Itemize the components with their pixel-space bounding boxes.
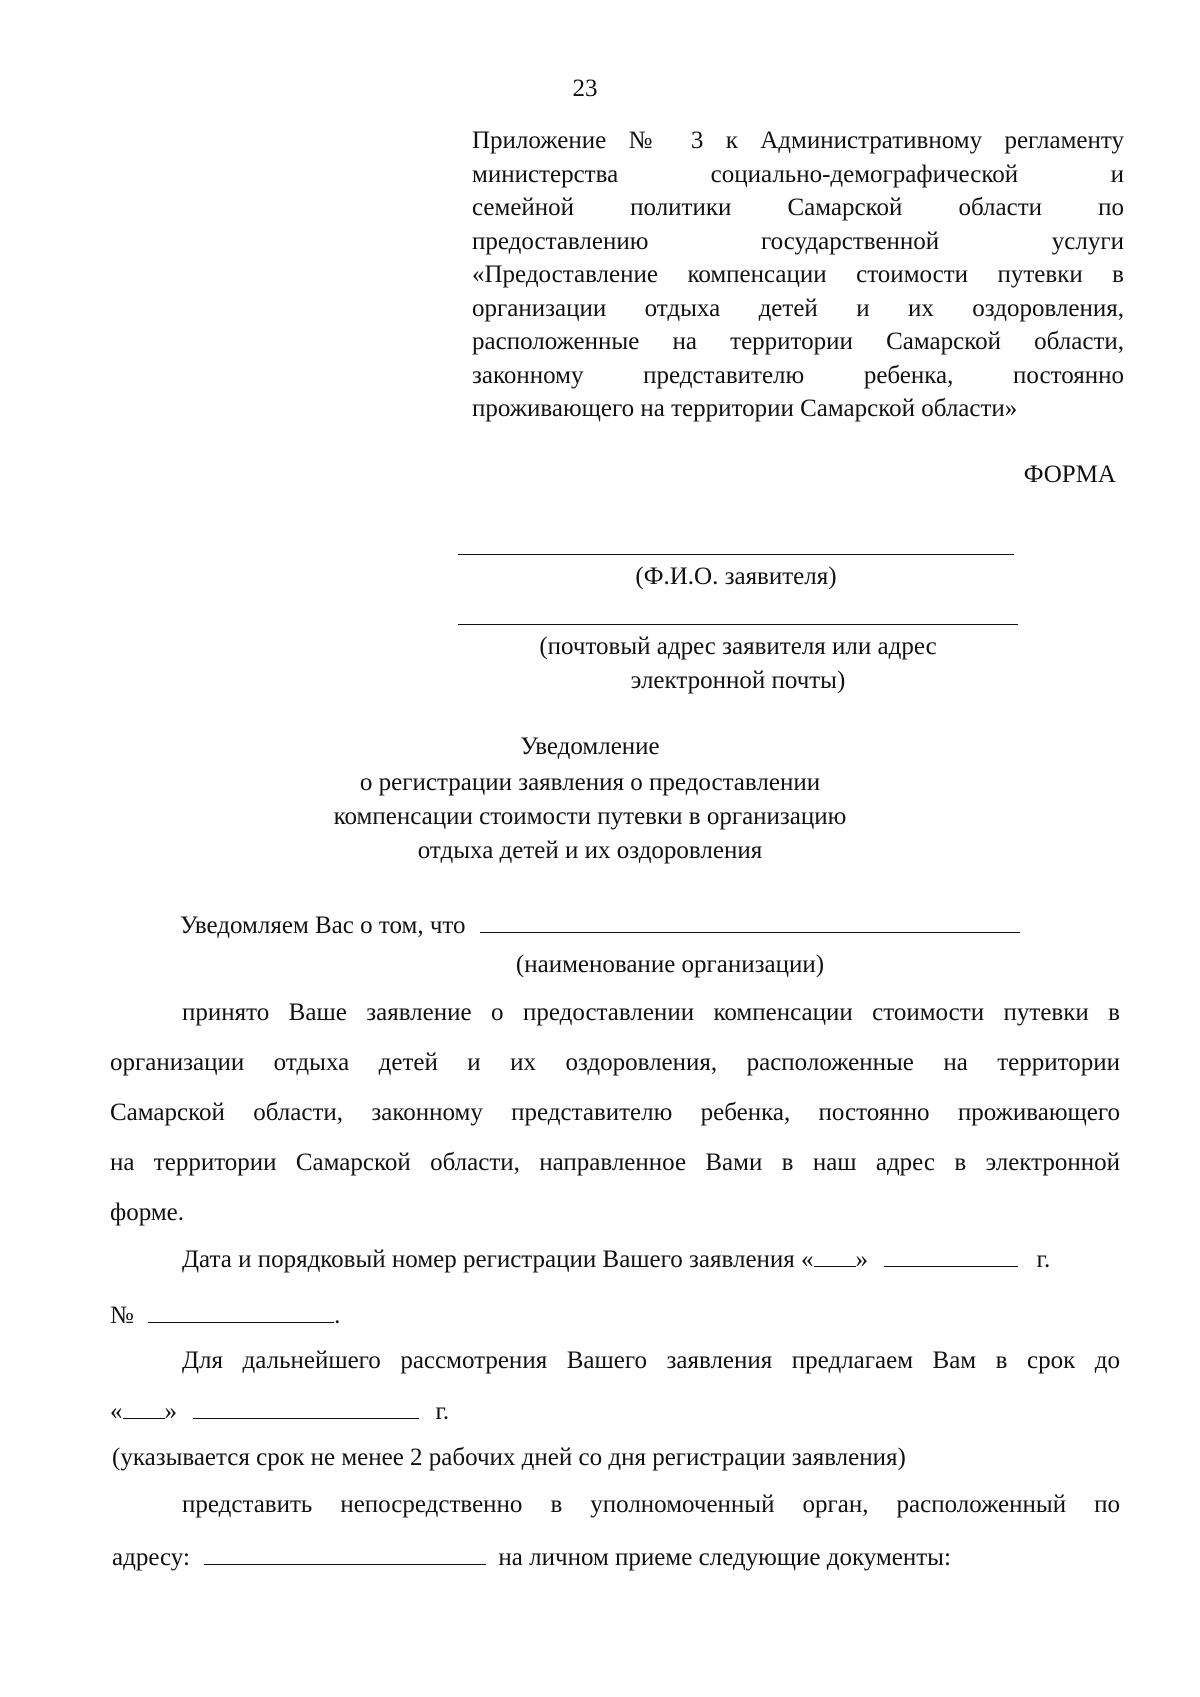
appendix-line: законному представителю ребенка, постоянно xyxy=(472,361,1124,389)
applicant-address-line xyxy=(458,624,1018,625)
notice-subtitle-line: компенсации стоимости путевки в организацию xyxy=(333,803,847,830)
notify-prefix: Уведомляем Вас о том, что xyxy=(180,912,466,939)
appendix-line: Приложение № 3 к Административному регламенту xyxy=(472,127,1124,154)
address-blank[interactable] xyxy=(204,1538,486,1565)
notify-row xyxy=(180,906,1020,943)
form-label: ФОРМА xyxy=(1023,461,1116,488)
number-sign: № xyxy=(110,1302,134,1329)
registration-prefix: Дата и порядковый номер регистрации Вашего заявления « xyxy=(182,1246,814,1273)
further-line: Для дальнейшего рассмотрения Вашего заявления предлагаем Вам в срок до xyxy=(182,1347,1120,1374)
registration-row xyxy=(182,1240,1050,1277)
appendix-line: расположенные на территории Самарской области, xyxy=(472,328,1124,355)
accepted-paragraph xyxy=(110,988,1120,1238)
address-prefix: адресу: xyxy=(112,1544,190,1571)
deadline-open: « xyxy=(110,1398,123,1425)
applicant-name-line xyxy=(458,554,1014,555)
organization-caption: (наименование организации) xyxy=(515,951,825,978)
accepted-line: на территории Самарской области, направленное Вами в наш адрес в электронной xyxy=(110,1149,1120,1176)
deadline-note: (указывается срок не менее 2 рабочих дней со дня регистрации заявления) xyxy=(112,1444,906,1471)
applicant-address-caption-line: (почтовый адрес заявителя или адрес xyxy=(539,633,937,660)
present-line: представить непосредственно в уполномоченный орган, расположенный по xyxy=(182,1491,1120,1518)
accepted-line: Самарской области, законному представителю ребенка, постоянно проживающего xyxy=(110,1099,1120,1126)
notice-subtitle xyxy=(0,766,1180,868)
page-number: 23 xyxy=(572,75,598,102)
applicant-address-caption-line: электронной почты) xyxy=(630,667,846,694)
registration-day-blank[interactable] xyxy=(814,1240,856,1267)
deadline-year-suffix: г. xyxy=(435,1398,450,1425)
registration-quote-close: » xyxy=(855,1246,869,1273)
organization-blank[interactable] xyxy=(480,906,1020,933)
applicant-name-caption: (Ф.И.О. заявителя) xyxy=(635,563,837,590)
applicant-address-caption xyxy=(458,630,1018,698)
deadline-day-blank[interactable] xyxy=(123,1392,165,1419)
appendix-line: «Предоставление компенсации стоимости путевки в xyxy=(472,261,1124,288)
accepted-line: форме. xyxy=(110,1199,184,1226)
deadline-row xyxy=(110,1392,449,1429)
appendix-line: семейной политики Самарской области по xyxy=(472,194,1124,221)
number-row xyxy=(110,1296,340,1333)
accepted-line: организации отдыха детей и их оздоровления, расположенные на территории xyxy=(110,1049,1120,1076)
appendix-line: проживающего на территории Самарской области» xyxy=(472,395,1018,422)
deadline-close: » xyxy=(164,1398,177,1425)
appendix-header xyxy=(472,124,1124,426)
address-suffix: на личном приеме следующие документы: xyxy=(498,1544,951,1571)
notice-title: Уведомление xyxy=(520,733,660,760)
registration-year-suffix: г. xyxy=(1036,1246,1051,1273)
deadline-month-blank[interactable] xyxy=(193,1392,419,1419)
accepted-line: принято Ваше заявление о предоставлении компенсации стоимости путевки в xyxy=(182,999,1120,1026)
number-end: . xyxy=(334,1302,341,1329)
present-paragraph xyxy=(110,1480,1120,1530)
notice-subtitle-line: отдыха детей и их оздоровления xyxy=(417,837,763,864)
notice-subtitle-line: о регистрации заявления о предоставлении xyxy=(359,769,821,796)
appendix-line: предоставлению государственной услуги xyxy=(472,227,1124,255)
registration-number-blank[interactable] xyxy=(148,1296,334,1323)
registration-month-blank[interactable] xyxy=(884,1240,1018,1267)
appendix-line: министерства социально-демографической и xyxy=(472,160,1124,188)
further-paragraph xyxy=(110,1336,1120,1386)
appendix-line: организации отдыха детей и их оздоровления, xyxy=(472,294,1124,322)
address-row xyxy=(112,1538,951,1575)
